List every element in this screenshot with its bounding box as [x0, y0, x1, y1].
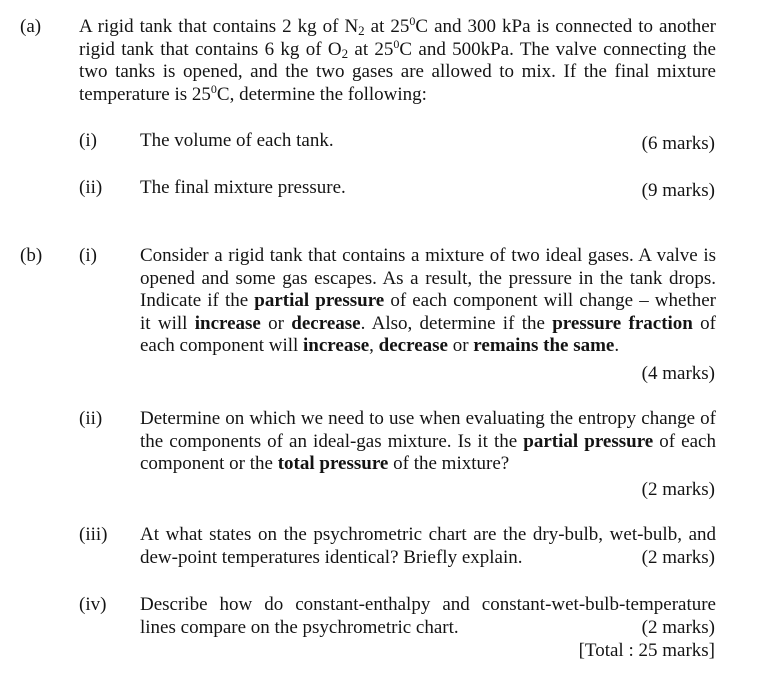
part-a-item-i-number: (i)	[79, 130, 97, 151]
part-b-item-ii-marks: (2 marks)	[641, 479, 715, 500]
total-marks: [Total : 25 marks]	[578, 640, 715, 661]
part-a-item-i-marks: (6 marks)	[641, 133, 715, 154]
part-b-label: (b)	[20, 245, 43, 266]
part-b-item-ii-number: (ii)	[79, 408, 103, 429]
part-b-item-iii-text: At what states on the psychrometric chart are the dry-bulb, wet-bulb, and dew-point temperatures identical? Briefly explain.	[140, 524, 716, 568]
part-b-item-i-number: (i)	[79, 245, 97, 266]
part-b-item-iv-text: Describe how do constant-enthalpy and constant-wet-bulb-temperature lines compare on the psychrometric chart.	[140, 594, 716, 638]
part-b-item-iv-marks: (2 marks)	[641, 617, 715, 638]
part-b-item-iii-marks: (2 marks)	[641, 547, 715, 568]
part-a-stem: A rigid tank that contains 2 kg of $N_2$ at $25^0C$ and 300 kPa is connected to another rigid tank that contains 6 kg of $O_2$ at $25^0C$ and 500kPa. The valve connecting the two tanks is opened, and the two gases are allowed to mix. If the final mixture temperature is $25^0C$, determine the following:	[79, 14, 716, 105]
part-b-item-i-marks: (4 marks)	[641, 363, 715, 384]
part-b-item-i-text: Consider a rigid tank that contains a mixture of two ideal gases. A valve is opened and some gas escapes. As a result, the pressure in the tank drops. Indicate if the partial pressure of each component will change – whether it will increase or decrease. Also, determine if the pressure fraction of each component will increase, decrease or remains the same.	[140, 245, 717, 356]
part-b-item-iv-number: (iv)	[79, 594, 107, 615]
part-b-item-ii-text: Determine on which we need to use when evaluating the entropy change of the components of an ideal-gas mixture. Is it the partial pressure of each component or the total pressure of the mixture?	[140, 408, 716, 474]
part-a-item-ii-text: The final mixture pressure.	[140, 177, 346, 198]
part-a-item-ii-marks: (9 marks)	[641, 180, 715, 201]
part-a-item-ii-number: (ii)	[79, 177, 103, 198]
part-a-label: (a)	[20, 16, 42, 37]
part-a-item-i-text: The volume of each tank.	[140, 130, 334, 151]
part-b-item-iii-number: (iii)	[79, 524, 108, 545]
